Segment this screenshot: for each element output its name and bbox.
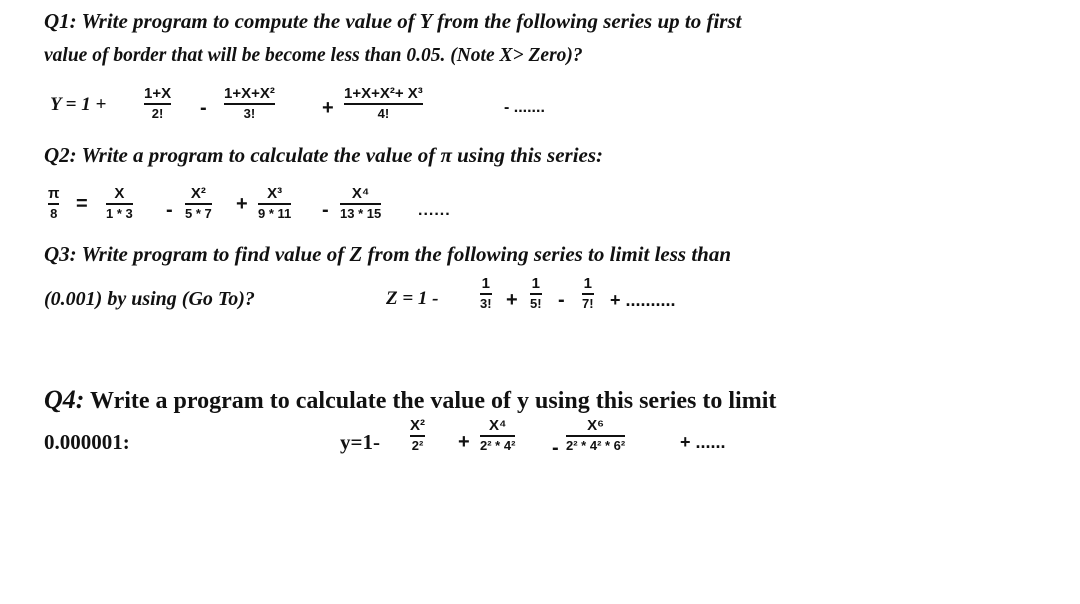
q1-line-2: value of border that will be become less than 0.05. (Note X> Zero)? <box>44 45 583 66</box>
q3-op-2: - <box>558 289 565 311</box>
q4-term-1-numerator: X² <box>410 417 425 434</box>
q2-op-3: - <box>322 199 329 221</box>
q2-term-4 <box>340 186 381 221</box>
q2-term-3-denominator: 9 * 11 <box>258 206 292 221</box>
q2-term-2 <box>185 186 212 221</box>
q4-line <box>44 385 776 415</box>
q3-term-1-numerator: 1 <box>481 275 490 292</box>
q3-line-1: Q3: Write program to find value of Z from the following series to limit less than <box>44 242 732 266</box>
q1-term-1-numerator: 1+X <box>144 85 172 102</box>
q4-limit: 0.000001: <box>44 430 130 454</box>
q4-term-3-numerator: X⁶ <box>587 417 605 434</box>
q3-term-2-denominator: 5! <box>530 296 542 311</box>
q2-term-1 <box>106 186 133 221</box>
q2-term-3 <box>258 186 291 221</box>
q2-term-1-denominator: 1 * 3 <box>106 206 133 221</box>
q3-line-2: (0.001) by using (Go To)? <box>44 288 255 310</box>
q3-term-2-numerator: 1 <box>531 275 540 292</box>
q3-lhs: Z = 1 - <box>386 288 439 309</box>
q4-term-2-numerator: X⁴ <box>488 417 507 434</box>
q1-op-1: - <box>200 97 207 119</box>
q2-term-4-denominator: 13 * 15 <box>340 206 382 221</box>
q2-term-4-numerator: X⁴ <box>351 185 370 202</box>
q2-continuation: ...... <box>418 202 451 219</box>
q4-term-2-denominator: 2² * 4² <box>480 438 516 453</box>
q3-op-1: + <box>506 289 518 311</box>
q4-lhs: y=1- <box>340 430 380 454</box>
q2-term-3-numerator: X³ <box>267 185 283 202</box>
q1-term-3-numerator: 1+X+X²+ X³ <box>344 85 423 102</box>
q1-term-1-denominator: 2! <box>151 106 164 121</box>
q1-term-3 <box>344 86 423 121</box>
q1-term-2 <box>224 86 275 121</box>
q2-op-2: + <box>236 193 248 215</box>
q4-op-1: + <box>458 431 470 453</box>
q1-term-2-denominator: 3! <box>243 106 256 121</box>
q3-term-1 <box>480 276 492 311</box>
q4-text: Write a program to calculate the value of y using this series to limit <box>90 388 777 414</box>
q3-term-3-numerator: 1 <box>583 275 592 292</box>
q4-op-3: + ...... <box>680 432 726 452</box>
q2-equals: = <box>76 193 88 215</box>
q3-term-3 <box>582 276 594 311</box>
q2-line: Q2: Write a program to calculate the value of π using this series: <box>44 143 604 167</box>
q2-term-1-numerator: X <box>114 185 125 202</box>
q2-lhs-denominator: 8 <box>50 206 58 221</box>
q2-lhs-numerator: π <box>48 185 60 202</box>
q4-term-1 <box>410 418 425 453</box>
q4-op-2: - <box>552 437 559 459</box>
q2-lhs <box>48 186 59 221</box>
q3-term-2 <box>530 276 542 311</box>
q2-term-2-numerator: X² <box>190 185 206 202</box>
q1-term-2-numerator: 1+X+X² <box>224 85 275 102</box>
q1-line-1: Q1: Write program to compute the value of Y from the following series up to first <box>44 9 742 33</box>
q1-term-3-denominator: 4! <box>377 106 390 121</box>
q3-term-1-denominator: 3! <box>480 296 492 311</box>
q4-label: Q4: <box>44 385 85 414</box>
q1-op-3: - ....... <box>504 99 545 116</box>
q2-op-1: - <box>166 199 173 221</box>
q2-term-2-denominator: 5 * 7 <box>185 206 212 221</box>
q3-op-3: + .......... <box>610 290 676 310</box>
q4-term-3-denominator: 2² * 4² * 6² <box>566 438 626 453</box>
q4-term-1-denominator: 2² <box>411 438 424 453</box>
q1-term-1 <box>144 86 171 121</box>
q4-term-3 <box>566 418 625 453</box>
q3-term-3-denominator: 7! <box>582 296 594 311</box>
q1-lhs: Y = 1 + <box>50 94 107 115</box>
q1-op-2: + <box>322 97 334 119</box>
q4-term-2 <box>480 418 515 453</box>
